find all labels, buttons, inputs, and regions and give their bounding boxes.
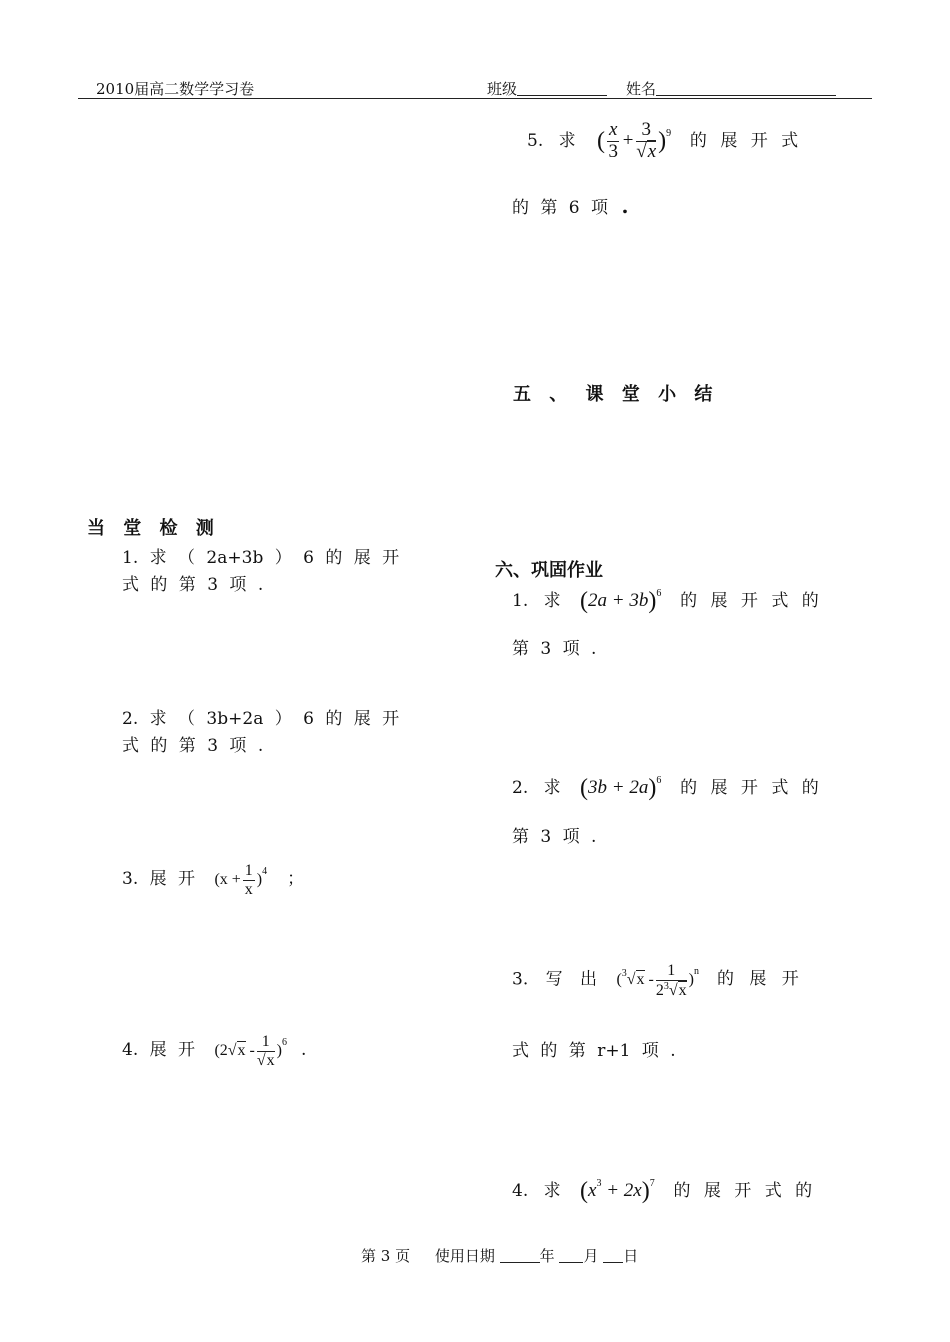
h3-prefix: 3. 写 出	[512, 969, 598, 990]
h1-prefix: 1. 求	[512, 591, 561, 611]
q5-line2	[512, 193, 628, 218]
month-blank[interactable]	[559, 1248, 583, 1263]
class-blank[interactable]	[517, 81, 607, 96]
year-blank[interactable]	[500, 1248, 540, 1263]
q1-line2: 式 的 第 3 项 .	[122, 575, 264, 595]
q5-dot: .	[621, 194, 629, 218]
doc-title: 2010届高二数学学习卷	[96, 80, 255, 98]
q1-line1: 1. 求 （ 2a+3b ） 6 的 展 开	[122, 548, 400, 568]
footer-page: 第 3 页	[361, 1247, 411, 1265]
h3-formula: ($^3$√x - $\frac{1}{2^3√x}$ )$^n$	[616, 962, 699, 999]
name-blank[interactable]	[656, 81, 836, 96]
h1-suffix: 的 展 开 式 的	[680, 591, 819, 611]
h2	[512, 773, 819, 802]
q5-line2-text: 的 第 6 项	[512, 198, 609, 218]
footer-year: 年	[539, 1247, 555, 1265]
q4	[122, 1033, 306, 1069]
footer-day: 日	[623, 1247, 639, 1265]
h4-prefix: 4. 求	[512, 1181, 561, 1201]
footer	[361, 1245, 638, 1266]
header-rule	[78, 98, 872, 99]
q4-formula: (2√x - $\frac{1}{√x}$ )$^6$	[214, 1033, 287, 1069]
h1-line2: 第 3 项 .	[512, 639, 597, 659]
h2-suffix: 的 展 开 式 的	[680, 778, 819, 798]
h1	[512, 586, 819, 615]
h2-prefix: 2. 求	[512, 778, 561, 798]
q4-suffix: .	[300, 1039, 307, 1060]
h4-formula: $(x^3 + 2x)^7$	[580, 1178, 655, 1204]
h3-suffix: 的 展 开	[716, 969, 799, 990]
footer-date-label: 使用日期	[434, 1247, 495, 1265]
h1-formula: $(2a + 3b)^6$	[580, 588, 662, 614]
h3-line2: 式 的 第 r+1 项 .	[512, 1041, 676, 1061]
q3	[122, 862, 304, 898]
h3	[512, 962, 799, 999]
summary-heading: 五 、 课 堂 小 结	[513, 384, 713, 405]
q4-prefix: 4. 展 开	[122, 1039, 196, 1060]
footer-month: 月	[583, 1247, 599, 1265]
q2-line1: 2. 求 （ 3b+2a ） 6 的 展 开	[122, 709, 400, 729]
h4	[512, 1176, 812, 1205]
check-heading: 当 堂 检 测	[87, 518, 220, 539]
q5-prefix: 5. 求	[527, 130, 576, 151]
q5-suffix: 的 展 开 式	[689, 130, 799, 151]
homework-heading: 六、巩固作业	[495, 560, 603, 581]
q3-prefix: 3. 展 开	[122, 868, 196, 889]
q2-line2: 式 的 第 3 项 .	[122, 736, 264, 756]
name-label: 姓名	[626, 80, 657, 98]
h2-formula: $(3b + 2a)^6$	[580, 775, 662, 801]
class-field	[487, 78, 607, 99]
q5	[527, 120, 798, 163]
q3-suffix: ；	[287, 868, 305, 889]
class-label: 班级	[487, 80, 518, 98]
day-blank[interactable]	[603, 1248, 623, 1263]
q5-formula: ( $\frac{x}{3}$ + $\frac{3}{√x}$ )$^9$	[597, 119, 672, 162]
h4-suffix: 的 展 开 式 的	[673, 1181, 813, 1201]
q3-formula: (x + $\frac{1}{x}$ )$^4$	[214, 862, 268, 898]
h2-line2: 第 3 项 .	[512, 827, 597, 847]
name-field	[626, 78, 836, 99]
